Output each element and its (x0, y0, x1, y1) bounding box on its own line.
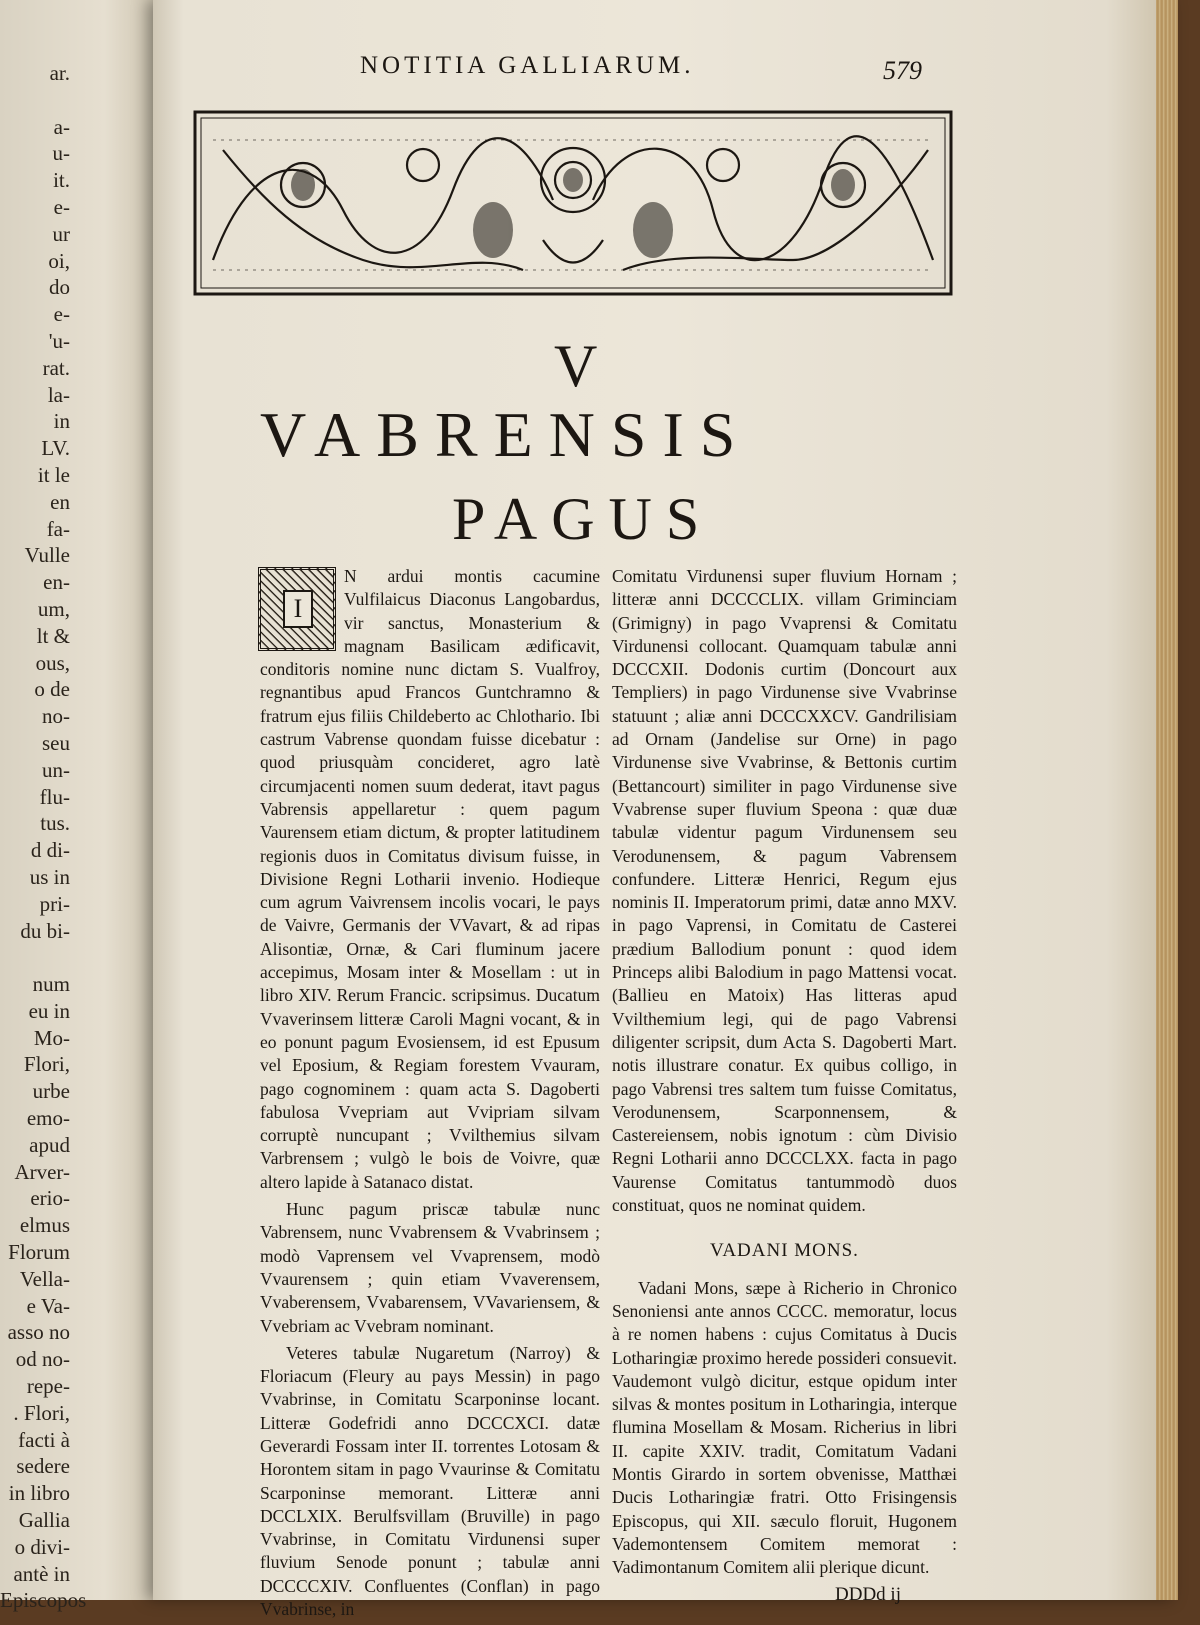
ornamental-headpiece-icon (193, 110, 953, 296)
left-page-line: o divi- (14, 1534, 70, 1559)
left-page-line: ar. (49, 61, 70, 85)
page-edge (1156, 0, 1178, 1600)
left-page-line: in libro (8, 1481, 70, 1506)
left-page-line: Gallia (18, 1508, 70, 1533)
left-page-line: Mo- (33, 1025, 70, 1050)
title-pagus: PAGUS (452, 486, 714, 552)
signature-mark: DDDd ij (835, 1584, 901, 1606)
left-page-line: Florum (8, 1240, 70, 1265)
left-page-line: it le (37, 462, 70, 487)
right-text-column (612, 565, 957, 1607)
left-page-line: . Flori, (13, 1400, 70, 1425)
left-page-line: od no- (15, 1347, 70, 1372)
left-page-line: u- (52, 141, 70, 166)
left-page-line: en- (43, 570, 70, 595)
drop-cap-ornament (258, 567, 336, 651)
paragraph: Vadani Mons, sæpe à Richerio in Chronico Senoniensi ante annos CCCC. memoratur, locus à re nomen habens : cujus Comitatus à Ducis Lotharingiæ proximo herede possideri consuevit. Vaudemont vulgò dicitur, estque opidum inter silvas & montes positum in Lotharingia, interque flumina Mosellam & Mosam. Richerius in libri II. capite XXIV. tradit, Comitatum Vadani Montis Girardo in sortem obvenisse, Matthæi Ducis Lotharingiæ fratri. Otto Frisingensis Episcopus, qui XII. sæculo floruit, Hugonem Vademontensem Comitem memorat : Vadimontanum Comitem alii plerique dicunt. (612, 1277, 957, 1578)
left-page-line: ous, (35, 650, 70, 675)
section-heading: VADANI MONS. (710, 1240, 859, 1262)
left-page-line (0, 944, 70, 971)
left-page-line: pri- (39, 891, 70, 916)
left-page-line: e- (53, 302, 70, 327)
left-page-line: do (49, 275, 70, 300)
left-page-line: oi, (48, 248, 70, 273)
left-page-line: Flori, (23, 1052, 70, 1077)
title-letter: V (554, 333, 612, 399)
left-page-line: facti à (18, 1427, 70, 1452)
left-page-line: repe- (26, 1374, 70, 1399)
page-number: 579 (883, 56, 922, 85)
running-head: NOTITIA GALLIARUM. (360, 52, 695, 79)
left-page-line: flu- (39, 784, 70, 809)
left-page-line: eu in (28, 998, 70, 1023)
left-page-line: en (50, 489, 70, 514)
left-page-line: elmus (19, 1213, 70, 1238)
paragraph: Veteres tabulæ Nugaretum (Narroy) & Floriacum (Fleury au pays Messin) in pago Vvabrinse, in Comitatu Scarponinse locant. Litteræ Godefridi anno DCCCXCI. datæ Geverardi Fossam inter II. torrentes Lotosam & Horontem sitam in pago Vvaurinse & Comitatu Scarponinse memorant. Litteræ anni DCCLXIX. Berulfsvillam (Bruville) in pago Vvabrinse, in Comitatu Virdunensi super fluvium Senode ponunt ; tabulæ anni DCCCCXIV. Confluentes (Conflan) in pago Vvabrinse, in (260, 1342, 600, 1620)
left-page-line: Episcopos (0, 1588, 87, 1613)
left-page-line: erio- (30, 1186, 70, 1211)
left-page-line: fa- (46, 516, 70, 541)
left-page-text-fragments (0, 60, 87, 1613)
left-page-line: urbe (32, 1079, 70, 1104)
left-page-line: antè in (13, 1561, 70, 1586)
left-page-line: 'u- (48, 328, 70, 353)
left-page-line: asso no (7, 1320, 70, 1345)
left-page-line: in (53, 409, 70, 434)
left-page-line: e- (53, 194, 70, 219)
left-page-line: ur (52, 221, 70, 246)
left-page-line: un- (42, 757, 70, 782)
left-page-line: emo- (26, 1106, 70, 1131)
left-page-line: apud (29, 1132, 70, 1157)
left-page-line: um, (37, 596, 70, 621)
left-page-line: a- (53, 114, 70, 139)
paragraph: N ardui montis cacumine Vulfilaicus Diaconus Langobardus, vir sanctus, Monasterium & magnam Basilicam ædificavit, conditoris nomine nunc dictam S. Vualfroy, regnantibus apud Francos Guntchramno & fratrum ejus filiis Childeberto ac Chlothario. Ibi castrum Vabrense quondam fuisse dicebatur : quod priusquàm concideret, agro latè circumjacenti nomen suum dederat, itavt pagus Vabrensis appellaretur : quem pagum Vaurensem etiam dictum, & propter latitudinem regionis duos in Comitatus divisum fuisse, in Divisione Regni Lotharii invenio. Hodieque cum agrum Vaivrensem incolis vocari, le pays de Vaivre, Germanis der VVavart, & ad ripas Alisontiæ, Ornæ, & Cari fluminum jacere accepimus, Mosam inter & Mosellam : ut in libro XIV. Rerum Francic. scripsimus. Ducatum Vvaverinsem litteræ Caroli Magni vocant, & in eo ponunt pagum Evosiensem, id est Epusum vel Eposium, & Regiam forestem Vvauram, pago cognominem : quam acta S. Dagoberti fabulosa Vvepriam aut Vvipriam silvam corruptè nuncupant ; Vvilthemius silvam Varbrensem ; vulgò le bois de Voivre, quæ altero lapide à Satanaco distat. (260, 566, 600, 1192)
left-page-line: rat. (42, 355, 70, 380)
left-page-line: num (32, 972, 70, 997)
left-page-line: sedere (16, 1454, 70, 1479)
left-page-line: e Va- (26, 1293, 70, 1318)
left-page-line: seu (42, 730, 70, 755)
paragraph: Comitatu Virdunensi super fluvium Hornam ; litteræ anni DCCCCLIX. villam Griminciam (Grimigny) in pago Vvaprensi & Comitatu Virdunensi collocant. Quamquam tabulæ anni DCCCXII. Dodonis curtim (Doncourt aux Templiers) in pago Virdunense sive Vvabrinse statuunt ; aliæ anni DCCCXXCV. Gandrilisiam ad Ornam (Jandelise sur Orne) in pago Virdunense sive Vvabrinse, & Bettonis curtim (Bettancourt) similiter in pago Virdunense sive Vvabrense super fluvium Speona : quæ duæ tabulæ videntur pagum Virdunensem seu Verodunensem, & pagum Vabrensem confundere. Litteræ Henrici, Regum ejus nominis II. Imperatorum primi, datæ anno MXV. in pago Vaprensi, in Comitatu de Casterei prædium Ballodium ponunt : quod idem Princeps alibi Balodium in pago Mattensi vocat. (Ballieu en Matoix) Has litteras apud Vvilthemium legi, qui de pago Vabrensi diligenter scripsit, dum Acta S. Dagoberti Mart. notis illustrare conatur. Ex quibus colligo, in pago Vabrensi tres saltem tum fuisse Comitatus, Verodunensem, Scarponnensem, & Castereiensem, nobis ignotum : cùm Divisio Regni Lotharii anno DCCCLXX. facta in pago Vaurense Comitatus tantummodò duos constituat, quos ne nominat quidem. (612, 566, 957, 1216)
left-page-line: d di- (30, 838, 70, 863)
left-page-line (0, 87, 70, 114)
left-page-line: Arver- (14, 1159, 70, 1184)
left-page-line: us in (29, 864, 70, 889)
left-page-line: du bi- (20, 918, 70, 943)
paragraph: Hunc pagum priscæ tabulæ nunc Vabrensem, nunc Vvabrensem & Vvabrinsem ; modò Vaprensem vel Vvaprensem, modò Vvaurensem ; quin etiam Vvaverensem, Vvaberensem, Vvabarensem, VVavariensem, & Vvebriam ac Vvebram nominant. (260, 1199, 600, 1336)
left-page-line: la- (47, 382, 70, 407)
left-page-line: tus. (40, 811, 70, 836)
left-page-line: LV. (41, 436, 70, 461)
left-page-line: lt & (36, 623, 70, 648)
left-page-line: no- (42, 704, 70, 729)
left-page-line: Vella- (19, 1266, 70, 1291)
left-page-line: it. (53, 168, 70, 193)
left-page-line: Vulle (24, 543, 70, 568)
title-vabrensis: VABRENSIS (260, 399, 752, 470)
left-text-column (260, 565, 600, 1625)
left-page-line: o de (34, 677, 70, 702)
drop-cap-letter: I (283, 590, 313, 628)
